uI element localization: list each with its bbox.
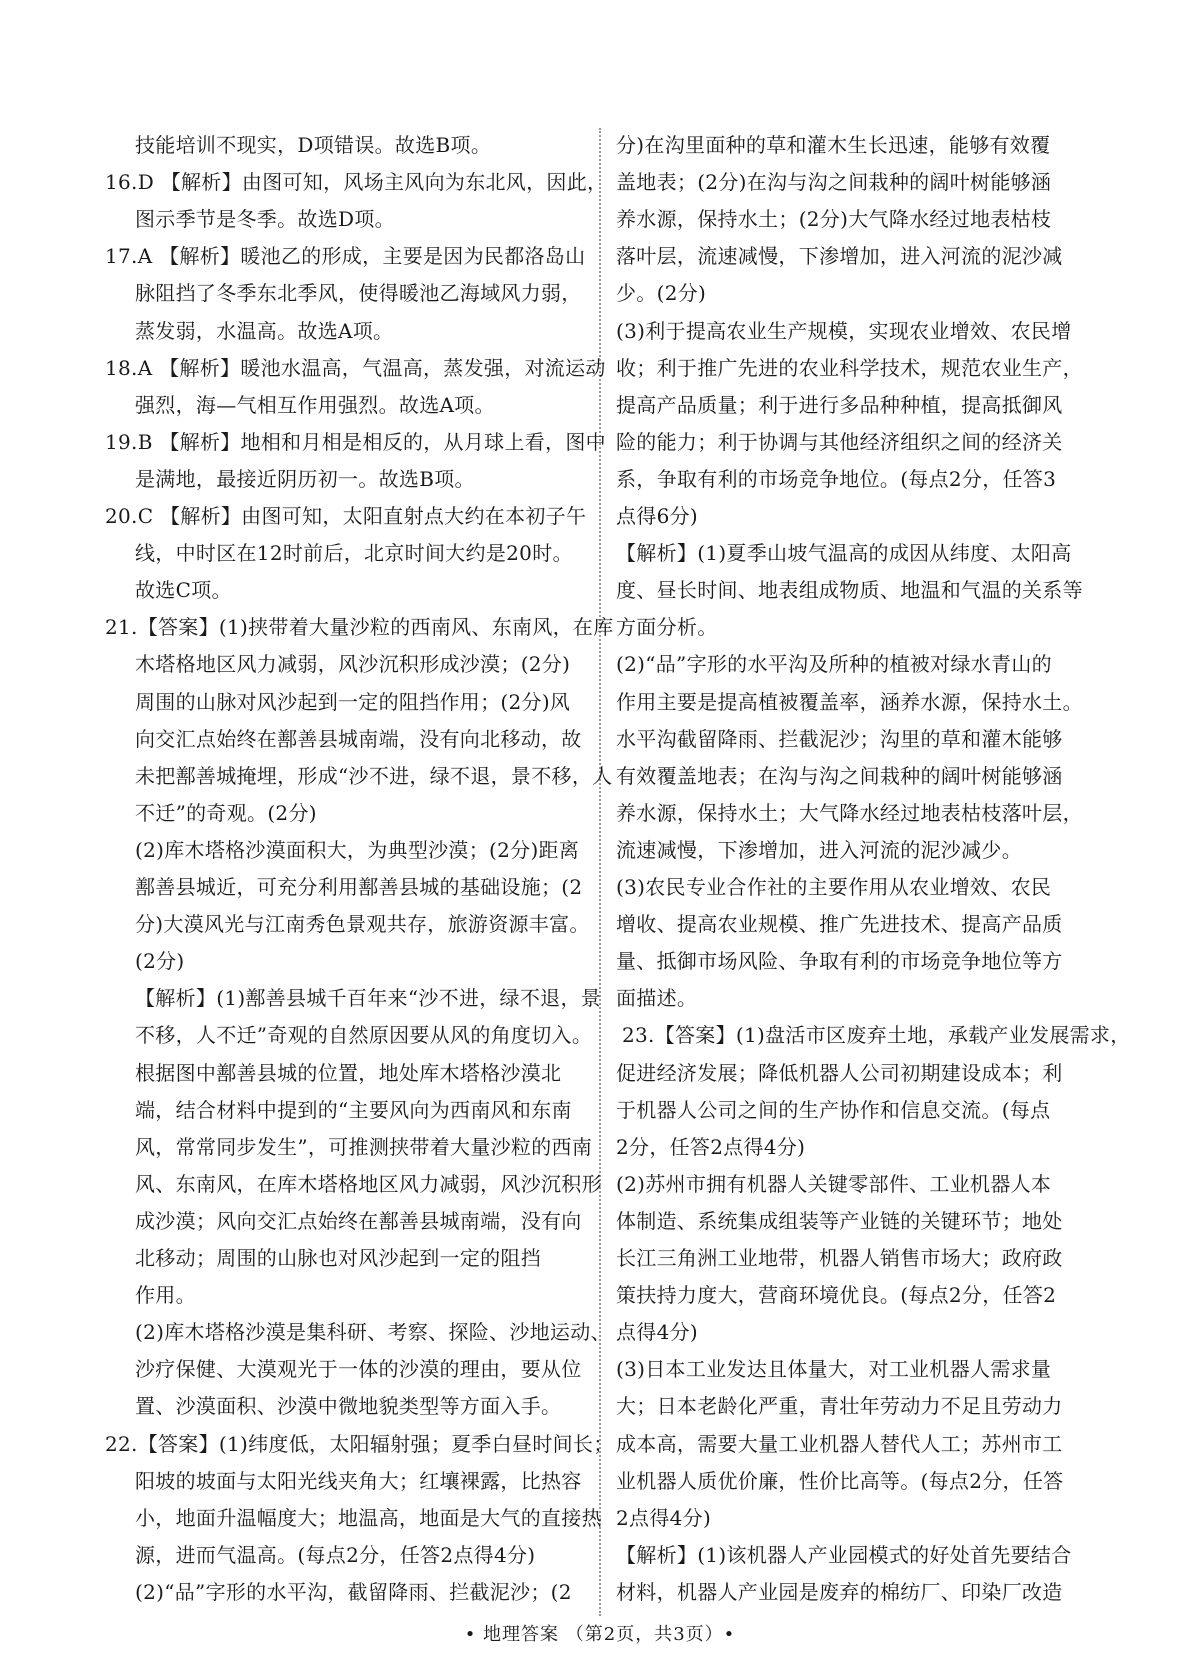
text-line: 大；日本老龄化严重，青壮年劳动力不足且劳动力: [616, 1394, 1063, 1419]
text-line: 材料，机器人产业园是废弃的棉纺厂、印染厂改造: [616, 1579, 1063, 1604]
text-line: 置、沙漠面积、沙漠中微地貌类型等方面入手。: [135, 1394, 562, 1419]
text-line: 木塔格地区风力减弱，风沙沉积形成沙漠；(2分): [135, 652, 571, 677]
text-line: 提高产品质量；利于进行多品种种植，提高抵御风: [616, 392, 1063, 417]
text-line: 故选C项。: [135, 578, 232, 603]
text-line: 2点得4分): [616, 1505, 712, 1530]
page-footer: • 地理答案 （第2页，共3页）•: [464, 1624, 736, 1645]
text-line: 根据图中鄯善县城的位置，地处库木塔格沙漠北: [135, 1060, 562, 1085]
text-line: 未把鄯善城掩埋，形成“沙不进，绿不退，景不移，人: [135, 763, 613, 788]
text-line: (2)库木塔格沙漠面积大，为典型沙漠；(2分)距离: [135, 837, 580, 862]
text-line: 不迁”的奇观。(2分): [135, 800, 317, 825]
text-line: (2)库木塔格沙漠是集科研、考察、探险、沙地运动、: [135, 1320, 611, 1345]
text-line: 鄯善县城近，可充分利用鄯善县城的基础设施；(2: [135, 875, 583, 899]
text-line: 是满地，最接近阴历初一。故选B项。: [135, 466, 475, 491]
text-line: 收；利于推广先进的农业科学技术，规范农业生产，: [616, 355, 1083, 380]
text-line: 增收、提高农业规模、推广先进技术、提高产品质: [616, 912, 1063, 937]
text-line: (2)“品”字形的水平沟，截留降雨、拦截泥沙；(2: [135, 1579, 572, 1604]
text-line: 流速减慢，下渗增加，进入河流的泥沙减少。: [616, 837, 1022, 862]
text-line: (3)农民专业合作社的主要作用从农业增效、农民: [616, 875, 1052, 899]
text-line: 线，中时区在12时前后，北京时间大约是20时。: [135, 541, 573, 566]
text-line: 作用主要是提高植被覆盖率，涵养水源，保持水土。: [616, 689, 1083, 714]
text-line: 21.【答案】(1)挟带着大量沙粒的西南风、东南风，在库: [105, 615, 614, 640]
text-line: 图示季节是冬季。故选D项。: [135, 207, 395, 232]
text-line: 【解析】(1)该机器人产业园模式的好处首先要结合: [616, 1542, 1072, 1567]
text-line: 量、抵御市场风险、争取有利的市场竞争地位等方: [616, 949, 1063, 974]
text-line: 向交汇点始终在鄯善县城南端，没有向北移动，故: [135, 726, 582, 751]
text-line: 脉阻挡了冬季东北季风，使得暖池乙海域风力弱，: [135, 281, 582, 306]
text-line: 险的能力；利于协调与其他经济组织之间的经济关: [616, 429, 1063, 454]
text-line: 蒸发弱，水温高。故选A项。: [135, 318, 394, 343]
text-line: 【解析】(1)夏季山坡气温高的成因从纬度、太阳高: [616, 541, 1072, 566]
text-line: 【解析】(1)鄯善县城千百年来“沙不进，绿不退，景: [135, 986, 602, 1011]
text-line: 源，进而气温高。(每点2分，任答2点得4分): [135, 1542, 536, 1567]
text-line: 面描述。: [616, 986, 698, 1011]
text-line: 技能培训不现实，D项错误。故选B项。: [135, 133, 492, 157]
text-line: 业机器人质优价廉，性价比高等。(每点2分，任答: [616, 1468, 1064, 1493]
text-line: 2分，任答2点得4分): [616, 1134, 806, 1159]
text-line: 策扶持力度大，营商环境优良。(每点2分，任答2: [616, 1283, 1057, 1308]
text-line: (3)利于提高农业生产规模，实现农业增效、农民增: [616, 318, 1072, 343]
text-line: 分)在沟里面种的草和灌木生长迅速，能够有效覆: [616, 133, 1051, 157]
text-line: (2)“品”字形的水平沟及所种的植被对绿水青山的: [616, 652, 1052, 677]
text-line: 方面分析。: [616, 615, 718, 640]
text-line: 22.【答案】(1)纬度低，太阳辐射强；夏季白昼时间长；: [105, 1431, 614, 1456]
text-line: 少。(2分): [616, 281, 707, 306]
text-line: 落叶层，流速减慢，下渗增加，进入河流的泥沙减: [616, 244, 1063, 269]
text-line: 23.【答案】(1)盘活市区废弃土地，承载产业发展需求，: [622, 1023, 1131, 1048]
text-line: (3)日本工业发达且体量大，对工业机器人需求量: [616, 1357, 1052, 1382]
text-line: 促进经济发展；降低机器人公司初期建设成本；利: [616, 1060, 1063, 1085]
text-line: 于机器人公司之间的生产协作和信息交流。(每点: [616, 1097, 1051, 1122]
text-line: 养水源，保持水土；(2分)大气降水经过地表枯枝: [616, 207, 1052, 232]
text-line: 有效覆盖地表；在沟与沟之间栽种的阔叶树能够涵: [616, 763, 1063, 788]
text-line: 分)大漠风光与江南秀色景观共存，旅游资源丰富。: [135, 912, 590, 937]
text-line: 点得6分): [616, 504, 699, 528]
text-line: 点得4分): [616, 1320, 699, 1345]
text-line: 成沙漠；风向交汇点始终在鄯善县城南端，没有向: [135, 1208, 582, 1233]
text-line: 18.A 【解析】暖池水温高，气温高，蒸发强，对流运动: [105, 355, 606, 380]
text-line: 强烈，海—气相互作用强烈。故选A项。: [135, 392, 495, 417]
text-line: 阳坡的坡面与太阳光线夹角大；红壤裸露，比热容: [135, 1468, 582, 1493]
text-line: 不移，人不迁”奇观的自然原因要从风的角度切入。: [135, 1023, 593, 1048]
text-line: 16.D 【解析】由图可知，风场主风向为东北风，因此，: [105, 170, 608, 195]
text-line: 19.B 【解析】地相和月相是相反的，从月球上看，图中: [105, 429, 606, 454]
text-line: 体制造、系统集成组装等产业链的关键环节；地处: [616, 1208, 1063, 1233]
text-line: 度、昼长时间、地表组成物质、地温和气温的关系等: [616, 578, 1083, 603]
text-line: 作用。: [135, 1283, 196, 1308]
text-line: 端，结合材料中提到的“主要风向为西南风和东南: [135, 1097, 572, 1122]
text-line: 17.A 【解析】暖池乙的形成，主要是因为民都洛岛山: [105, 244, 586, 269]
text-line: (2)苏州市拥有机器人关键零部件、工业机器人本: [616, 1171, 1052, 1196]
text-line: 系，争取有利的市场竞争地位。(每点2分，任答3: [616, 466, 1057, 491]
text-line: 水平沟截留降雨、拦截泥沙；沟里的草和灌木能够: [616, 726, 1063, 751]
text-line: 盖地表；(2分)在沟与沟之间栽种的阔叶树能够涵: [616, 170, 1052, 195]
text-line: 成本高，需要大量工业机器人替代人工；苏州市工: [616, 1431, 1063, 1456]
text-line: (2分): [135, 949, 185, 974]
text-line: 长江三角洲工业地带，机器人销售市场大；政府政: [616, 1246, 1063, 1270]
text-line: 养水源，保持水土；大气降水经过地表枯枝落叶层，: [616, 800, 1083, 825]
text-line: 风，常常同步发生”，可推测挟带着大量沙粒的西南: [135, 1134, 593, 1159]
text-line: 20.C 【解析】由图可知，太阳直射点大约在本初子午: [105, 504, 587, 528]
text-line: 小，地面升温幅度大；地温高，地面是大气的直接热: [135, 1505, 602, 1530]
text-line: 北移动；周围的山脉也对风沙起到一定的阻挡: [135, 1246, 541, 1270]
text-line: 沙疗保健、大漠观光于一体的沙漠的理由，要从位: [135, 1357, 582, 1382]
text-line: 周围的山脉对风沙起到一定的阻挡作用；(2分)风: [135, 689, 571, 714]
text-line: 风、东南风，在库木塔格地区风力减弱，风沙沉积形: [135, 1171, 602, 1196]
